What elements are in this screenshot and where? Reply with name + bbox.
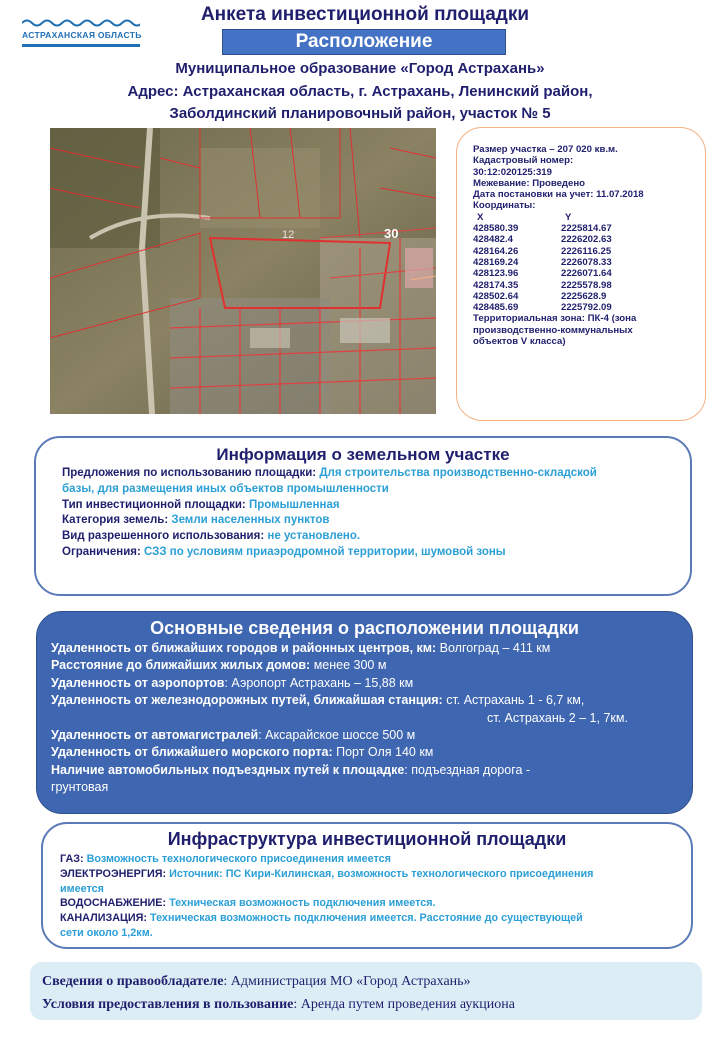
land-info-title: Информация о земельном участке <box>216 445 510 464</box>
restrictions: Ограничения: СЗЗ по условиям приаэродромной территории, шумовой зоны <box>62 545 506 558</box>
coord-row: 428580.39 2225814.67 <box>473 223 612 235</box>
cadastral-map-image <box>50 128 436 414</box>
distance-rail-cont: ст. Астрахань 2 – 1, 7км. <box>487 710 628 725</box>
terms-line: Условия предоставления в пользование: Аренда путем проведения аукциона <box>42 997 515 1012</box>
access-roads: Наличие автомобильных подъездных путей к площадке: подъездная дорога - <box>51 762 531 777</box>
zone-line-1: Территориальная зона: ПК-4 (зона <box>473 313 637 325</box>
surveying-status: Межевание: Проведено <box>473 177 586 189</box>
coord-row: 428485.69 2225792.09 <box>473 302 612 314</box>
access-roads-cont: грунтовая <box>51 780 109 795</box>
page-title: Анкета инвестиционной площадки <box>200 4 530 25</box>
permitted-use: Вид разрешенного использования: не установлено. <box>62 530 361 543</box>
coord-row: 428123.96 2226071.64 <box>473 268 612 280</box>
logo-bar <box>22 44 140 47</box>
plot-details-callout <box>456 127 706 421</box>
land-info-section <box>34 436 692 596</box>
distance-cities: Удаленность от ближайших городов и районных центров, км: Волгоград – 411 км <box>51 641 551 655</box>
owner-section <box>30 962 702 1020</box>
distance-housing: Расстояние до ближайших жилых домов: менее 300 м <box>51 658 387 673</box>
municipality-line: Муниципальное образование «Город Астрахань» <box>175 60 545 77</box>
location-title: Основные сведения о расположении площадки <box>150 618 579 638</box>
region-logo <box>22 18 140 52</box>
address-line-2: Заболдинский планировочный район, участок № 5 <box>169 105 551 122</box>
infrastructure-title: Инфраструктура инвестиционной площадки <box>167 829 567 849</box>
infra-power: ЭЛЕКТРОЭНЕРГИЯ: Источник: ПС Кири-Килинская, возможность технологического присоединения <box>60 867 594 880</box>
coord-row: 428174.35 2225578.98 <box>473 279 612 291</box>
cadastral-label: Кадастровый номер: <box>473 155 574 167</box>
distance-port: Удаленность от ближайшего морского порта: Порт Оля 140 км <box>51 745 434 760</box>
location-section <box>36 611 693 814</box>
infra-gas: ГАЗ: Возможность технологического присоединения имеется <box>60 853 391 865</box>
land-category: Категория земель: Земли населенных пунктов <box>62 514 330 527</box>
owner-line: Сведения о правообладателе: Администрация МО «Город Астрахань» <box>42 974 471 989</box>
logo-text: АСТРАХАНСКАЯ ОБЛАСТЬ <box>22 30 142 40</box>
distance-rail: Удаленность от железнодорожных путей, ближайшая станция: ст. Астрахань 1 - 6,7 км, <box>51 693 585 708</box>
cadastral-number: 30:12:020125:319 <box>473 166 552 178</box>
use-proposal: Предложения по использованию площадки: Для строительства производственно-складской <box>62 467 597 479</box>
section-subtitle: Расположение <box>222 29 506 55</box>
coord-row: 428502.64 2225628.9 <box>473 290 607 302</box>
coord-row: 428169.24 2226078.33 <box>473 256 612 268</box>
map-label-30: 30 <box>384 226 399 241</box>
infra-sewer-cont: сети около 1,2км. <box>60 926 153 939</box>
coords-label: Координаты: <box>473 200 536 212</box>
coord-row: 428164.26 2226116.25 <box>473 245 612 257</box>
coord-row: 428482.4 2226202.63 <box>473 234 612 246</box>
site-map <box>50 128 436 414</box>
map-label-12: 12 <box>282 229 295 241</box>
distance-airports: Удаленность от аэропортов: Аэропорт Астрахань – 15,88 км <box>51 675 414 690</box>
infra-power-cont: имеется <box>60 882 104 895</box>
address-line-1: Адрес: Астраханская область, г. Астрахань, Ленинский район, <box>127 83 593 100</box>
use-proposal-cont: базы, для размещения иных объектов промышленности <box>62 482 389 495</box>
site-type: Тип инвестиционной площадки: Промышленная <box>62 498 340 511</box>
zone-line-2: производственно-коммунальных <box>473 324 633 336</box>
distance-highway: Удаленность от автомагистралей: Аксарайское шоссе 500 м <box>51 728 416 743</box>
registration-date: Дата постановки на учет: 11.07.2018 <box>473 189 644 201</box>
infra-sewer: КАНАЛИЗАЦИЯ: Техническая возможность подключения имеется. Расстояние до существующей <box>60 912 583 925</box>
infrastructure-section <box>41 822 693 949</box>
waves-icon <box>22 18 140 28</box>
plot-size: Размер участка – 207 020 кв.м. <box>473 144 618 155</box>
zone-line-3: объектов V класса) <box>473 336 566 348</box>
infra-water: ВОДОСНАБЖЕНИЕ: Техническая возможность подключения имеется. <box>60 897 436 910</box>
coords-header: X Y <box>477 211 572 223</box>
